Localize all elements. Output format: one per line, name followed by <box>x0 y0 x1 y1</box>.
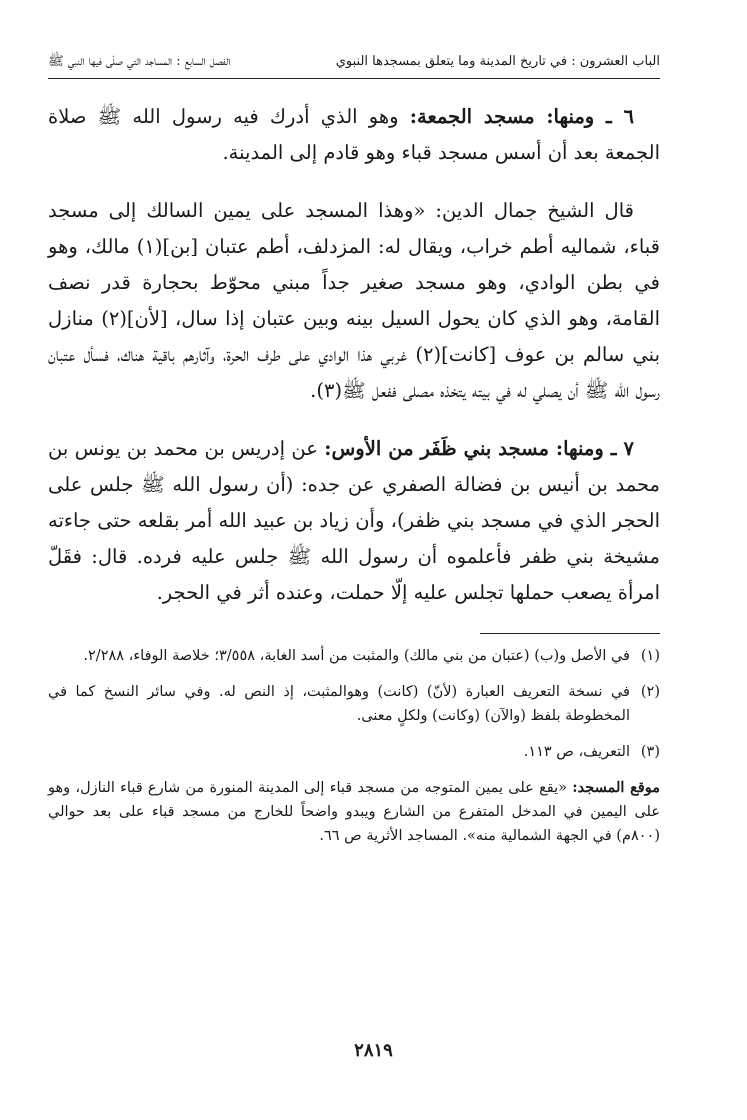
paragraph-text: وهو الذي أدرك فيه رسول الله ﷺ صلاة الجمعة بعد أن أسس مسجد قباء وهو قادم إلى المدينة. <box>48 105 660 164</box>
footnote-text: في الأصل و(ب) (عتبان من بني مالك) والمثبت من أسد الغابة، ٣/٥٥٨؛ خلاصة الوفاء، ٢/٢٨٨. <box>83 648 630 664</box>
location-note <box>48 776 660 848</box>
footnote <box>48 680 660 728</box>
footnote-number: (٣) <box>640 744 660 760</box>
footnote-divider <box>480 633 660 634</box>
section-heading: ٧ ـ ومنها: مسجد بني ظَفَر من الأوس: <box>324 437 634 460</box>
footnote-number: (٢) <box>640 684 660 700</box>
running-head-part: الباب العشرون : في تاريخ المدينة وما يتعلق بمسجدها النبوي <box>335 54 660 69</box>
paragraph-quote-jamal-aldin <box>48 193 660 409</box>
paragraph-text: قال الشيخ جمال الدين: «وهذا المسجد على يمين السالك إلى مسجد قباء، شماليه أطم خراب، ويقال له: المزدلف، أطم عتبان [بن](١) مالك، وهو في بطن الوادي، وهو مسجد صغير جداً مبني محوّط بحجارة قدر نصف القامة، وهو الذي كان يحول السيل بينه وبين عتبان إذا سال، [لأن](٢) منازل بني سالم بن عوف [كانت](٢) غربي هذا الوادي على طرف الحرة، وآثارهم باقية هناك، فسأل عتبان رسول الله ﷺ أن يصلي له في بيته يتخذه مصلى ففعل ﷺ(٣). <box>48 199 660 402</box>
page-number: ٢٨١٩ <box>354 1040 393 1061</box>
paragraph-text: عن إدريس بن محمد بن يونس بن محمد بن أنيس بن فضالة الصفري عن جده: (أن رسول الله ﷺ جلس على الحجر الذي في مسجد بني ظفر)، وأن زياد بن عبيد الله أمر بقلعه حتى جاءته مشيخة بني ظفر فأعلموه أن رسول الله ﷺ جلس عليه فرده. قال: فقَلّ امرأة يصعب حملها تجلس عليه إلّا حملت، وعنده أثر في الحجر. <box>48 437 660 604</box>
running-head-chapter: الفصل السابع : المساجد التي صلّى فيها النبي ﷺ <box>48 54 231 69</box>
main-text <box>48 99 660 611</box>
footnotes <box>48 644 660 848</box>
page <box>48 52 660 848</box>
footnote-number: (١) <box>640 648 660 664</box>
running-head <box>48 52 660 79</box>
paragraph-mosque-bani-zafar <box>48 431 660 611</box>
footnote <box>48 644 660 668</box>
footnote <box>48 740 660 764</box>
footnote-text: في نسخة التعريف العبارة (لأنّ) (كانت) وهوالمثبت، إذ النص له. وفي سائر النسخ كما في المخطوطة بلفظ (والآن) (وكانت) ولكلٍ معنى. <box>48 684 630 724</box>
paragraph-mosque-jumuah <box>48 99 660 171</box>
location-note-label: موقع المسجد: <box>572 779 660 796</box>
footnote-text: التعريف، ص ١١٣. <box>523 744 630 760</box>
section-heading: ٦ ـ ومنها: مسجد الجمعة: <box>409 105 635 128</box>
location-note-text: «يقع على يمين المتوجه من مسجد قباء إلى المدينة المنورة من شارع قباء النازل، وهو على اليمين في المدخل المتفرع من الشارع ويبدو واضحاً للخارج من مسجد قباء على بعد حوالي (٨٠٠م) في الجهة الشمالية منه». المساجد الأثرية ص ٦٦. <box>48 780 660 844</box>
